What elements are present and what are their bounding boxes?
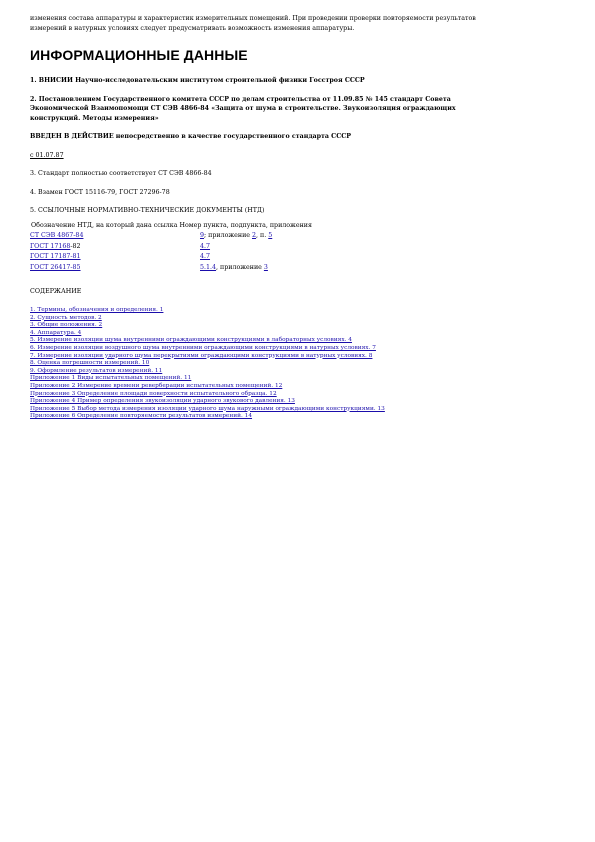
- toc-link[interactable]: Приложение 4 Пример определения звукоизоляции ударного звукового давления. 13: [30, 398, 295, 405]
- toc-link[interactable]: Приложение 3 Определение площади поверхности испытательного образца. 12: [30, 390, 277, 397]
- info-item-introduced: ВВЕДЕН В ДЕЙСТВИЕ непосредственно в качестве государственного стандарта СССР: [30, 133, 351, 140]
- toc-item: [30, 322, 570, 330]
- intro-paragraph: [30, 14, 570, 33]
- toc-link[interactable]: 7. Измерение изоляции ударного шума перекрытиями ограждающими конструкциями в натурных условиях. 8: [30, 352, 373, 359]
- toc-link[interactable]: 1. Термины, обозначения и определения. 1: [30, 307, 164, 313]
- table-cell-ref: [200, 232, 312, 243]
- toc-item: [30, 406, 570, 414]
- toc-link[interactable]: Приложение 1 Виды испытательных помещений. 11: [30, 375, 192, 382]
- ref-link[interactable]: 9: [200, 232, 205, 239]
- table-row: [30, 243, 312, 254]
- toc-item: [30, 391, 570, 399]
- toc-item: [30, 375, 570, 383]
- document-page: [30, 14, 570, 421]
- doc-link[interactable]: ГОСТ 17168: [30, 242, 71, 250]
- table-cell-ref: [200, 243, 312, 254]
- toc-item: [30, 337, 570, 345]
- info-item-3: 3. Стандарт полностью соответствует СТ СЭВ 4866-84: [30, 170, 212, 177]
- toc-link[interactable]: Приложение 2 Измерение времени реверберации испытательных помещений. 12: [30, 382, 283, 389]
- toc-item: [30, 413, 570, 421]
- table-cell-doc: [30, 253, 200, 264]
- toc-link[interactable]: 2. Сущность методов. 2: [30, 314, 102, 321]
- toc-link[interactable]: 4. Аппаратура. 4: [30, 329, 82, 336]
- doc-link[interactable]: ГОСТ 26417-85: [30, 263, 81, 271]
- info-item-5: 5. ССЫЛОЧНЫЕ НОРМАТИВНО-ТЕХНИЧЕСКИЕ ДОКУМЕНТЫ (НТД): [30, 207, 265, 214]
- ref-link[interactable]: 4.7: [200, 242, 211, 250]
- table-cell-doc: [30, 264, 200, 275]
- ref-text: , п.: [256, 232, 269, 239]
- intro-line-1: изменения состава аппаратуры и характеристик измерительных помещений. При проведении проверки повторяемости результатов: [30, 15, 476, 22]
- table-cell-ref: [200, 264, 312, 275]
- toc-item: [30, 368, 570, 376]
- toc-link[interactable]: Приложение 6 Определение повторяемости результатов измерений. 14: [30, 413, 253, 420]
- page-title: ИНФОРМАЦИОННЫЕ ДАННЫЕ: [30, 47, 248, 63]
- intro-line-2: измерений в натурных условиях следует предусматривать возможность изменения аппаратуры.: [30, 24, 355, 32]
- table-cell-doc: [30, 243, 200, 254]
- toc-item: [30, 398, 570, 406]
- toc-item: [30, 383, 570, 391]
- references-table-header-text: Обозначение НТД, на который дана ссылка Номер пункта, подпункта, приложения: [31, 221, 312, 229]
- toc-item: [30, 315, 570, 323]
- table-row: [30, 253, 312, 264]
- ref-link[interactable]: 5.1.4: [200, 263, 217, 271]
- table-row: [30, 264, 312, 275]
- ref-text: , приложение: [216, 263, 264, 271]
- table-cell-ref: [200, 253, 312, 264]
- table-row: [30, 232, 312, 243]
- toc-link[interactable]: 6. Измерение изоляции воздушного шума внутренними ограждающими конструкциями в натурных условиях. 7: [30, 344, 376, 351]
- info-item-2-line-1: 2. Постановлением Государственного комитета СССР по делам строительства от 11.09.85 № 145 стандарт Совета: [30, 95, 451, 103]
- info-item-2: [30, 95, 570, 124]
- info-item-2-line-2: Экономической Взаимопомощи СТ СЭВ 4866-84 «Защита от шума в строительстве. Звукоизоляция ограждающих: [30, 105, 456, 112]
- table-of-contents: [30, 307, 570, 421]
- info-item-4: 4. Взамен ГОСТ 15116-79, ГОСТ 27296-78: [30, 188, 170, 196]
- toc-link[interactable]: Приложение 5 Выбор метода измерения изоляции ударного шума наружными ограждающими конструкциями. 13: [30, 405, 385, 412]
- references-table: [30, 222, 312, 275]
- toc-item: [30, 345, 570, 353]
- ref-link[interactable]: 5: [268, 232, 273, 239]
- toc-link[interactable]: 5. Измерение изоляции шума внутренними ограждающими конструкциями в лабораторных условиях. 4: [30, 337, 352, 344]
- toc-item: [30, 360, 570, 368]
- references-table-header: [30, 222, 312, 233]
- ref-link[interactable]: 3: [263, 263, 268, 271]
- ref-text: ; приложение: [204, 232, 252, 239]
- doc-tail: -82: [70, 242, 81, 250]
- toc-link[interactable]: 8. Оценка погрешности измерений. 10: [30, 360, 150, 367]
- toc-link[interactable]: 9. Оформление результатов измерений. 11: [30, 367, 163, 374]
- table-cell-doc: [30, 232, 200, 243]
- doc-link[interactable]: СТ СЭВ 4867-84: [30, 232, 84, 239]
- contents-title: СОДЕРЖАНИЕ: [30, 288, 82, 295]
- info-item-1: 1. ВНИСИИ Научно-исследовательским институтом строительной физики Госстроя СССР: [30, 77, 365, 84]
- toc-link[interactable]: 3. Общие положения. 2: [30, 322, 103, 329]
- toc-item: [30, 353, 570, 361]
- doc-link[interactable]: ГОСТ 17187-81: [30, 253, 81, 260]
- ref-link[interactable]: 2: [252, 232, 257, 239]
- info-item-2-line-3: конструкций. Методы измерения»: [30, 114, 159, 122]
- info-item-date: с 01.07.87: [30, 151, 64, 159]
- toc-item: [30, 307, 570, 315]
- ref-link[interactable]: 4.7: [200, 253, 211, 260]
